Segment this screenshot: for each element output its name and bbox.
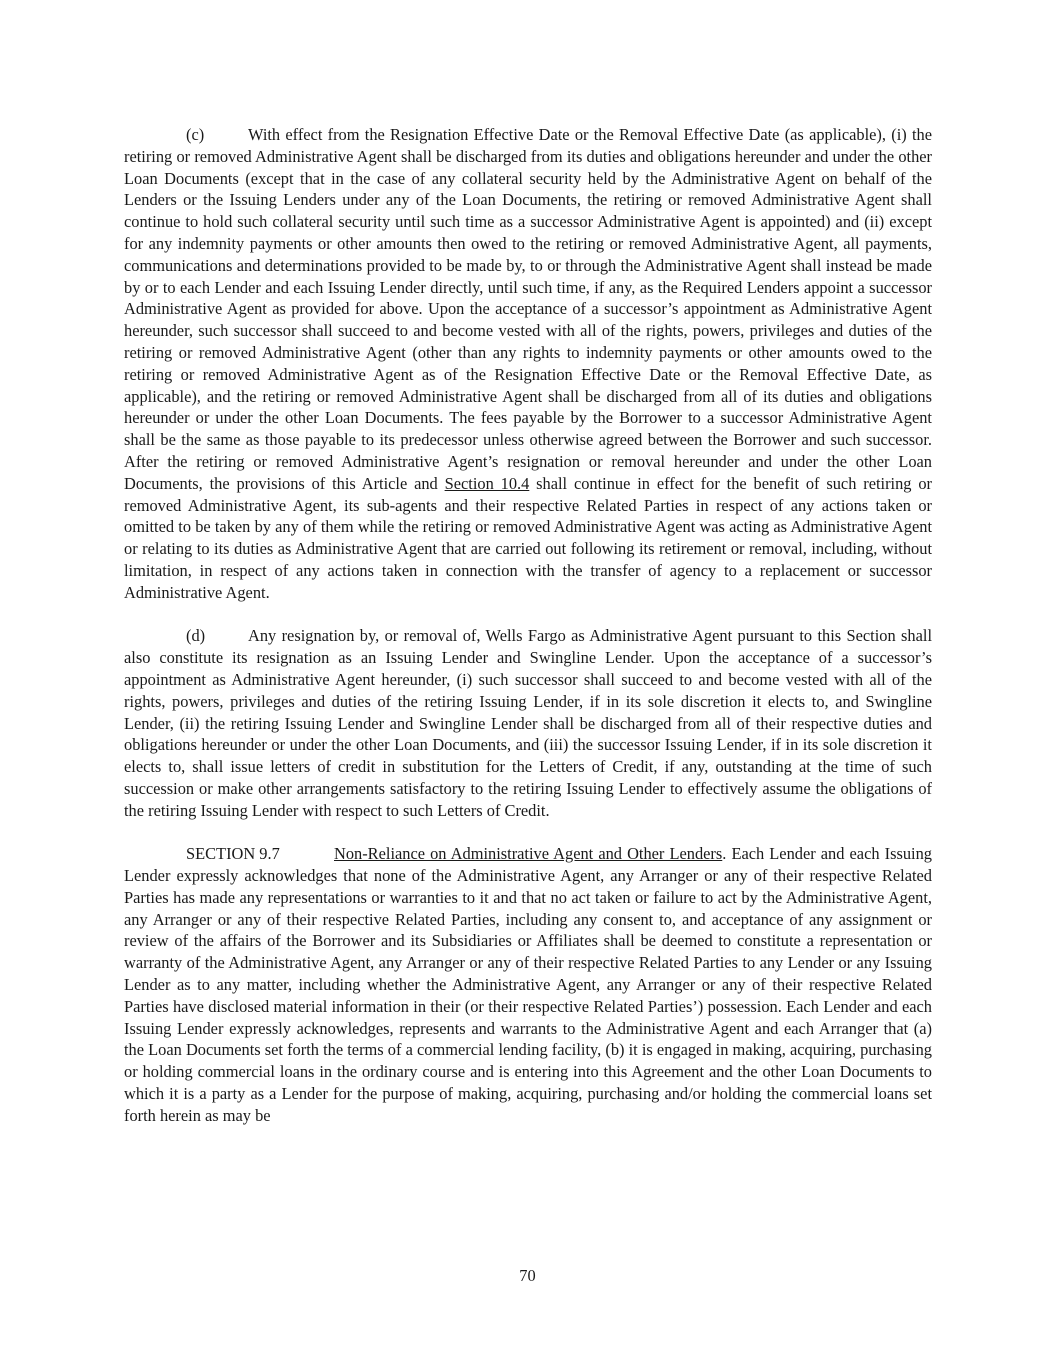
section-9-7 — [124, 843, 932, 1126]
document-page — [124, 124, 932, 1148]
section-label: SECTION 9.7 — [186, 844, 280, 864]
section-heading: Non-Reliance on Administrative Agent and Other Lenders — [334, 844, 723, 864]
paragraph-label: (d) — [186, 626, 206, 646]
paragraph-label: (c) — [186, 125, 205, 144]
page-number: 70 — [519, 1266, 536, 1285]
paragraph-c — [124, 124, 932, 604]
section-reference-link: Section 10.4 — [444, 473, 530, 493]
paragraph-text: . Each Lender and each Issuing Lender expressly acknowledges that none of the Administrative Agent, any Arranger or any of their respective Related Parties has made any representations or warranties to it and that no act taken or failure to act by the Administrative Agent, any Arranger or any of their respective Related Parties, including any consent to, and acceptance of any assignment or review of the affairs of the Borrower and its Subsidiaries or Affiliates shall be deemed to constitute a representation or warranty of the Administrative Agent, any Arranger or any of their respective Related Parties to any Lender or any Issuing Lender as to any matter, including whether the Administrative Agent, any Arranger or any of their respective Related Parties have disclosed material information in their (or their respective Related Parties’) possession. Each Lender and each Issuing Lender expressly acknowledges, represents and warrants to the Administrative Agent and each Arranger that (a) the Loan Documents set forth the terms of a commercial lending facility, (b) it is engaged in making, acquiring, purchasing or holding commercial loans in the ordinary course and is entering into this Agreement and the other Loan Documents to which it is a party as a Lender for the purpose of making, acquiring, purchasing and/or holding the commercial loans set forth herein as may be — [124, 844, 932, 1125]
paragraph-d — [124, 625, 932, 821]
paragraph-text: Any resignation by, or removal of, Wells Fargo as Administrative Agent pursuant to this Section shall also constitute its resignation as an Issuing Lender and Swingline Lender. Upon the acceptance of a successor’s appointment as Administrative Agent hereunder, (i) such successor shall succeed to and become vested with all of the rights, powers, privileges and duties of the retiring Issuing Lender, if in its sole discretion it elects to, and Swingline Lender, (ii) the retiring Issuing Lender and Swingline Lender shall be discharged from all of their respective duties and obligations hereunder or under the other Loan Documents, and (iii) the successor Issuing Lender, if in its sole discretion it elects to, shall issue letters of credit in substitution for the Letters of Credit, if any, outstanding at the time of such succession or make other arrangements satisfactory to the retiring Issuing Lender to effectively assume the obligations of the retiring Issuing Lender with respect to such Letters of Credit. — [124, 626, 932, 820]
paragraph-text: shall continue in effect for the benefit of such retiring or removed Administrative Agent, its sub-agents and their respective Related Parties in respect of any actions taken or omitted to be taken by any of them while the retiring or removed Administrative Agent was acting as Administrative Agent or relating to its duties as Administrative Agent that are carried out following its retirement or removal, including, without limitation, in respect of any actions taken in connection with the transfer of agency to a replacement or successor Administrative Agent. — [124, 473, 932, 602]
paragraph-text: With effect from the Resignation Effective Date or the Removal Effective Date (as applicable), (i) the retiring or removed Administrative Agent shall be discharged from its duties and obligations hereunder and under the other Loan Documents (except that in the case of any collateral security held by the Administrative Agent on behalf of the Lenders or the Issuing Lenders under any of the Loan Documents, the retiring or removed Administrative Agent shall continue to hold such collateral security until such time as a successor Administrative Agent is appointed) and (ii) except for any indemnity payments or other amounts then owed to the retiring or removed Administrative Agent, all payments, communications and determinations provided to be made by, to or through the Administrative Agent shall instead be made by or to each Lender and each Issuing Lender directly, until such time, if any, as the Required Lenders appoint a successor Administrative Agent as provided for above. Upon the acceptance of a successor’s appointment as Administrative Agent hereunder, such successor shall succeed to and become vested with all of the rights, powers, privileges and duties of the retiring or removed Administrative Agent (other than any rights to indemnity payments or other amounts owed to the retiring or removed Administrative Agent as of the Resignation Effective Date or the Removal Effective Date, as applicable), and the retiring or removed Administrative Agent shall be discharged from all of its duties and obligations hereunder or under the other Loan Documents. The fees payable by the Borrower to a successor Administrative Agent shall be the same as those payable to its predecessor unless otherwise agreed between the Borrower and such successor. After the retiring or removed Administrative Agent’s resignation or removal hereunder and under the other Loan Documents, the provisions of this Article and — [124, 125, 932, 493]
